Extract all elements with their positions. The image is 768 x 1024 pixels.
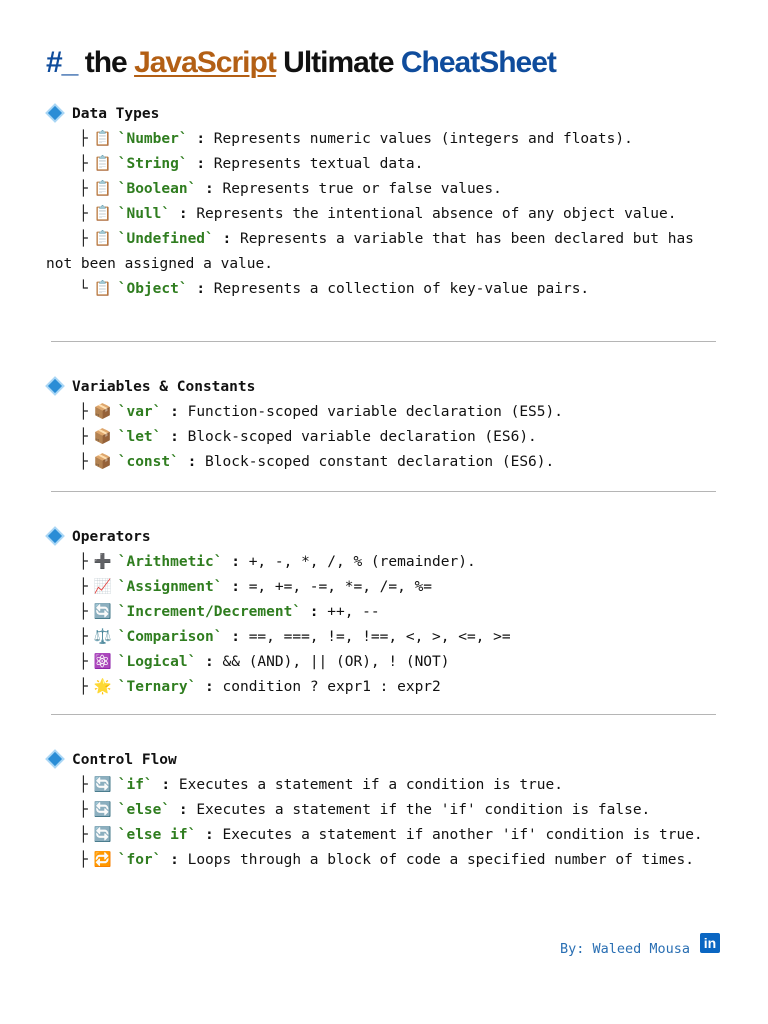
item-description: Executes a statement if another 'if' condition is true.: [222, 827, 703, 843]
atom-icon: ⚛️: [93, 654, 112, 670]
section-divider: [51, 491, 716, 492]
package-icon: 📦: [93, 429, 112, 445]
section-heading-label: Data Types: [72, 106, 160, 122]
chart-increasing-icon: 📈: [93, 579, 112, 595]
item-separator: :: [170, 429, 179, 445]
list-item: [46, 550, 718, 575]
item-description: Function-scoped variable declaration (ES5).: [187, 404, 563, 420]
item-keyword: `let`: [117, 429, 162, 445]
item-keyword: `else`: [117, 802, 171, 818]
item-keyword: `if`: [117, 777, 153, 793]
item-description: Executes a statement if the 'if' condition is false.: [196, 802, 651, 818]
item-description: Block-scoped variable declaration (ES6).: [187, 429, 537, 445]
item-description: Represents a variable that has been declared but has not been assigned a value.: [46, 231, 694, 272]
item-description: condition ? expr1 : expr2: [222, 679, 441, 695]
tree-connector: ├: [79, 654, 88, 670]
diamond-icon: [48, 379, 62, 393]
item-separator: :: [161, 777, 171, 793]
list-item: [46, 425, 718, 450]
section-control-flow: [46, 748, 718, 873]
item-separator: :: [187, 454, 197, 470]
item-separator: :: [178, 206, 188, 222]
section-divider: [51, 714, 716, 715]
section-operators: [46, 525, 718, 700]
title-word-ultimate: Ultimate: [283, 46, 394, 79]
item-keyword: `const`: [117, 454, 179, 470]
item-separator: :: [205, 654, 214, 670]
arrows-cycle-icon: 🔄: [93, 604, 112, 620]
section-heading: [46, 102, 718, 127]
diamond-icon: [48, 529, 62, 543]
item-separator: :: [222, 231, 232, 247]
list-item: [46, 202, 718, 227]
list-item: [46, 575, 718, 600]
list-item: [46, 450, 718, 475]
tree-connector: ├: [79, 777, 88, 793]
item-description: Executes a statement if a condition is true.: [178, 777, 563, 793]
item-separator: :: [196, 281, 206, 297]
list-item: [46, 625, 718, 650]
list-item: [46, 227, 718, 277]
section-heading-label: Control Flow: [72, 752, 177, 768]
item-description: Represents numeric values (integers and floats).: [213, 131, 633, 147]
tree-connector: ├: [79, 554, 88, 570]
tree-connector: ├: [79, 429, 88, 445]
item-description: Represents the intentional absence of any object value.: [196, 206, 677, 222]
item-description: =, +=, -=, *=, /=, %=: [248, 579, 433, 595]
item-description: ==, ===, !=, !==, <, >, <=, >=: [248, 629, 511, 645]
tree-connector: ├: [79, 679, 88, 695]
item-separator: :: [170, 852, 179, 868]
clipboard-icon: 📋: [93, 156, 112, 172]
title-hash: #_: [46, 46, 78, 79]
item-description: Represents true or false values.: [222, 181, 502, 197]
list-item: [46, 600, 718, 625]
diamond-icon: [48, 106, 62, 120]
tree-connector: ├: [79, 181, 88, 197]
item-keyword: `Assignment`: [117, 579, 223, 595]
clipboard-icon: 📋: [93, 131, 112, 147]
list-item: [46, 152, 718, 177]
title-word-the: the: [84, 46, 127, 79]
sparkle-star-icon: 🌟: [93, 679, 112, 695]
item-keyword: `Undefined`: [117, 231, 214, 247]
section-heading: [46, 525, 718, 550]
title-word-javascript: JavaScript: [134, 46, 276, 79]
list-item: [46, 277, 718, 302]
list-item: [46, 798, 718, 823]
item-description: +, -, *, /, % (remainder).: [248, 554, 476, 570]
item-keyword: `Ternary`: [117, 679, 197, 695]
tree-connector: ├: [79, 802, 88, 818]
item-separator: :: [205, 181, 214, 197]
item-keyword: `else if`: [117, 827, 197, 843]
tree-connector: ├: [79, 206, 88, 222]
tree-connector: ├: [79, 404, 88, 420]
tree-connector: └: [79, 281, 88, 297]
item-description: Block-scoped constant declaration (ES6).: [205, 454, 555, 470]
footer: [500, 935, 720, 960]
section-variables-constants: [46, 375, 718, 475]
item-description: ++, --: [327, 604, 380, 620]
tree-connector: ├: [79, 454, 88, 470]
section-heading-label: Operators: [72, 529, 151, 545]
arrows-cycle-icon: 🔄: [93, 827, 112, 843]
item-keyword: `Increment/Decrement`: [117, 604, 302, 620]
item-separator: :: [231, 629, 240, 645]
section-heading: [46, 748, 718, 773]
list-item: [46, 177, 718, 202]
section-divider: [51, 341, 716, 342]
author-credit: By: Waleed Mousa: [559, 941, 690, 957]
clipboard-icon: 📋: [93, 231, 112, 247]
item-separator: :: [196, 156, 206, 172]
item-keyword: `Comparison`: [117, 629, 223, 645]
item-separator: :: [205, 679, 214, 695]
item-keyword: `Logical`: [117, 654, 197, 670]
item-keyword: `var`: [117, 404, 162, 420]
page-title: [46, 46, 556, 80]
item-separator: :: [231, 554, 240, 570]
tree-connector: ├: [79, 827, 88, 843]
clipboard-icon: 📋: [93, 181, 112, 197]
item-description: Represents a collection of key-value pairs.: [213, 281, 590, 297]
item-keyword: `Arithmetic`: [117, 554, 223, 570]
tree-connector: ├: [79, 131, 88, 147]
package-icon: 📦: [93, 454, 112, 470]
item-keyword: `Boolean`: [117, 181, 197, 197]
item-keyword: `String`: [117, 156, 188, 172]
list-item: [46, 675, 718, 700]
list-item: [46, 823, 718, 848]
list-item: [46, 127, 718, 152]
list-item: [46, 650, 718, 675]
item-description: Loops through a block of code a specified number of times.: [187, 852, 694, 868]
plus-icon: ➕: [93, 554, 112, 570]
item-keyword: `Object`: [117, 281, 188, 297]
diamond-icon: [48, 752, 62, 766]
arrows-cycle-icon: 🔄: [93, 777, 112, 793]
item-keyword: `Null`: [117, 206, 171, 222]
clipboard-icon: 📋: [93, 206, 112, 222]
list-item: [46, 848, 718, 873]
item-separator: :: [170, 404, 179, 420]
section-data-types: [46, 102, 718, 302]
title-word-cheatsheet: CheatSheet: [400, 46, 556, 79]
balance-scale-icon: ⚖️: [93, 629, 112, 645]
tree-connector: ├: [79, 629, 88, 645]
tree-connector: ├: [79, 579, 88, 595]
tree-connector: ├: [79, 156, 88, 172]
item-separator: :: [196, 131, 206, 147]
item-keyword: `Number`: [117, 131, 188, 147]
tree-connector: ├: [79, 852, 88, 868]
linkedin-icon[interactable]: in: [700, 933, 720, 953]
item-separator: :: [309, 604, 319, 620]
item-separator: :: [205, 827, 214, 843]
package-icon: 📦: [93, 404, 112, 420]
clipboard-icon: 📋: [93, 281, 112, 297]
item-description: Represents textual data.: [213, 156, 424, 172]
list-item: [46, 773, 718, 798]
item-separator: :: [231, 579, 240, 595]
repeat-icon: 🔁: [93, 852, 112, 868]
tree-connector: ├: [79, 604, 88, 620]
list-item: [46, 400, 718, 425]
arrows-cycle-icon: 🔄: [93, 802, 112, 818]
item-description: && (AND), || (OR), ! (NOT): [222, 654, 450, 670]
section-heading: [46, 375, 718, 400]
section-heading-label: Variables & Constants: [72, 379, 256, 395]
tree-connector: ├: [79, 231, 88, 247]
item-keyword: `for`: [117, 852, 162, 868]
item-separator: :: [178, 802, 188, 818]
